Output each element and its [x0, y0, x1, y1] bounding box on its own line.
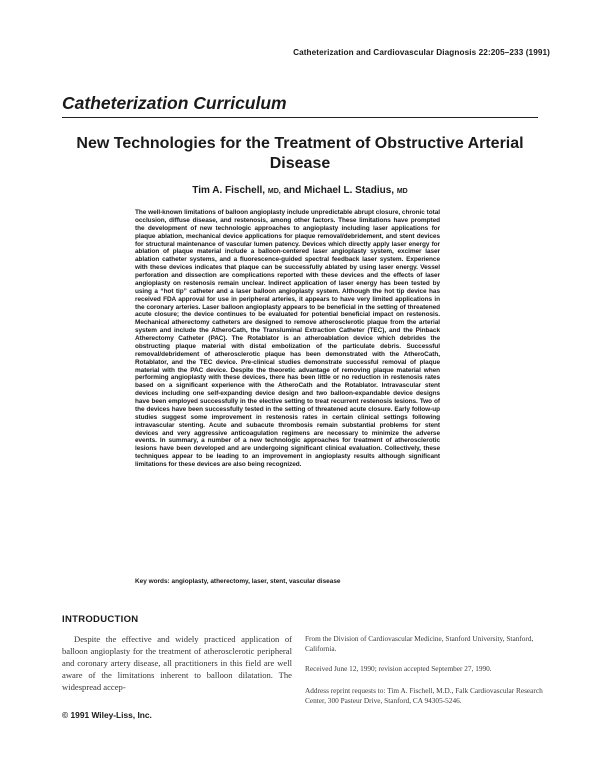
introduction-paragraph: Despite the effective and widely practiced application of balloon angioplasty for the treatment of atherosclerotic peripheral and coronary artery disease, all practitioners in this field are well aware of the limitations inherent to balloon dilatation. The widespread accep-	[62, 634, 292, 692]
keywords: Key words: angioplasty, atherectomy, laser, stent, vascular disease	[135, 578, 341, 585]
copyright-notice: © 1991 Wiley-Liss, Inc.	[62, 710, 152, 720]
author-name: Tim A. Fischell,	[192, 185, 266, 196]
received-note: Received June 12, 1990; revision accepted September 27, 1990.	[305, 664, 492, 673]
reprint-address-note: Address reprint requests to: Tim A. Fischell, M.D., Falk Cardiovascular Research Center, 300 Pasteur Drive, Stanford, CA 94305-5246.	[305, 686, 543, 705]
journal-reference: Catheterization and Cardiovascular Diagnosis 22:205–233 (1991)	[293, 48, 550, 57]
author-line	[0, 185, 600, 196]
abstract: The well-known limitations of balloon angioplasty include unpredictable abrupt closure, chronic total occlusion, diffuse disease, and restenosis, among other factors. These limitations have prompted the development of new technologic approaches to angioplasty including laser applications for plaque ablation, mechanical device applications for plaque removal/debridement, and stent devices for structural maintenance of vascular lumen patency. Devices which directly apply laser energy for ablation of plaque material include a balloon-centered laser angioplasty system, excimer laser ablation catheter systems, and a fluorescence-guided spectral feedback laser system. Experience with these devices indicates that plaque can be successfully ablated by using laser energy. Vessel perforation and dissection are complications reported with these devices and the effects of laser angioplasty on restenosis remain unclear. Indirect application of laser energy has been tested by using a “hot tip” catheter and a laser balloon angioplasty system. Although the hot tip device has received FDA approval for use in peripheral arteries, it appears to have very limited applications in the coronary arteries. Laser balloon angioplasty appears to be beneficial in the setting of threatened acute closure; the device continues to be evaluated for potential beneficial impact on restenosis. Mechanical atherectomy catheters are designed to remove atherosclerotic plaque from the arterial system and include the AtheroCath, the Transluminal Extraction Catheter (TEC), and the Pinback Atherectomy Catheter (PAC). The Rotablator is an atheroablation device which debrides the obstructing plaque material with distal embolization of the particulate debris. Successful removal/debridement of atherosclerotic plaque has been demonstrated with the AtheroCath, Rotablator, and the TEC device. Pre-clinical studies demonstrate successful removal of plaque material with the PAC device. Despite the theoretic advantage of removing plaque material when performing angioplasty with these devices, there has been little or no reduction in restenosis rates based on a significant experience with the AtheroCath and the Rotablator. Intravascular stent devices including one self-expanding device design and two balloon-expandable device designs have been employed successfully in the elective setting to treat recurrent restenosis lesions. Two of the devices have been successfully tested in the setting of threatened acute closure. Early follow-up studies suggest some improvement in restenosis rates in certain clinical settings following intravascular stenting. Acute and subacute thrombosis remain substantial problems for stent devices and very aggressive anticoagulation regimens are necessary to minimize the adverse events. In summary, a number of a new technologic approaches for treatment of atherosclerotic lesions have been developed and are undergoing significant clinical evaluation. Collectively, these techniques appear to be leading to an improvement in angioplasty results although significant limitations for these devices are also being recognized.	[135, 209, 440, 468]
section-title: Catheterization Curriculum	[62, 93, 287, 113]
author-degree: MD	[396, 188, 408, 195]
affiliation-note: From the Division of Cardiovascular Medicine, Stanford University, Stanford, California.	[305, 634, 534, 653]
author-degree: MD,	[267, 188, 281, 195]
author-name: and Michael L. Stadius,	[283, 185, 395, 196]
section-divider	[62, 117, 538, 118]
introduction-heading: INTRODUCTION	[62, 614, 139, 625]
article-title: New Technologies for the Treatment of Obstructive Arterial Disease	[76, 135, 524, 172]
